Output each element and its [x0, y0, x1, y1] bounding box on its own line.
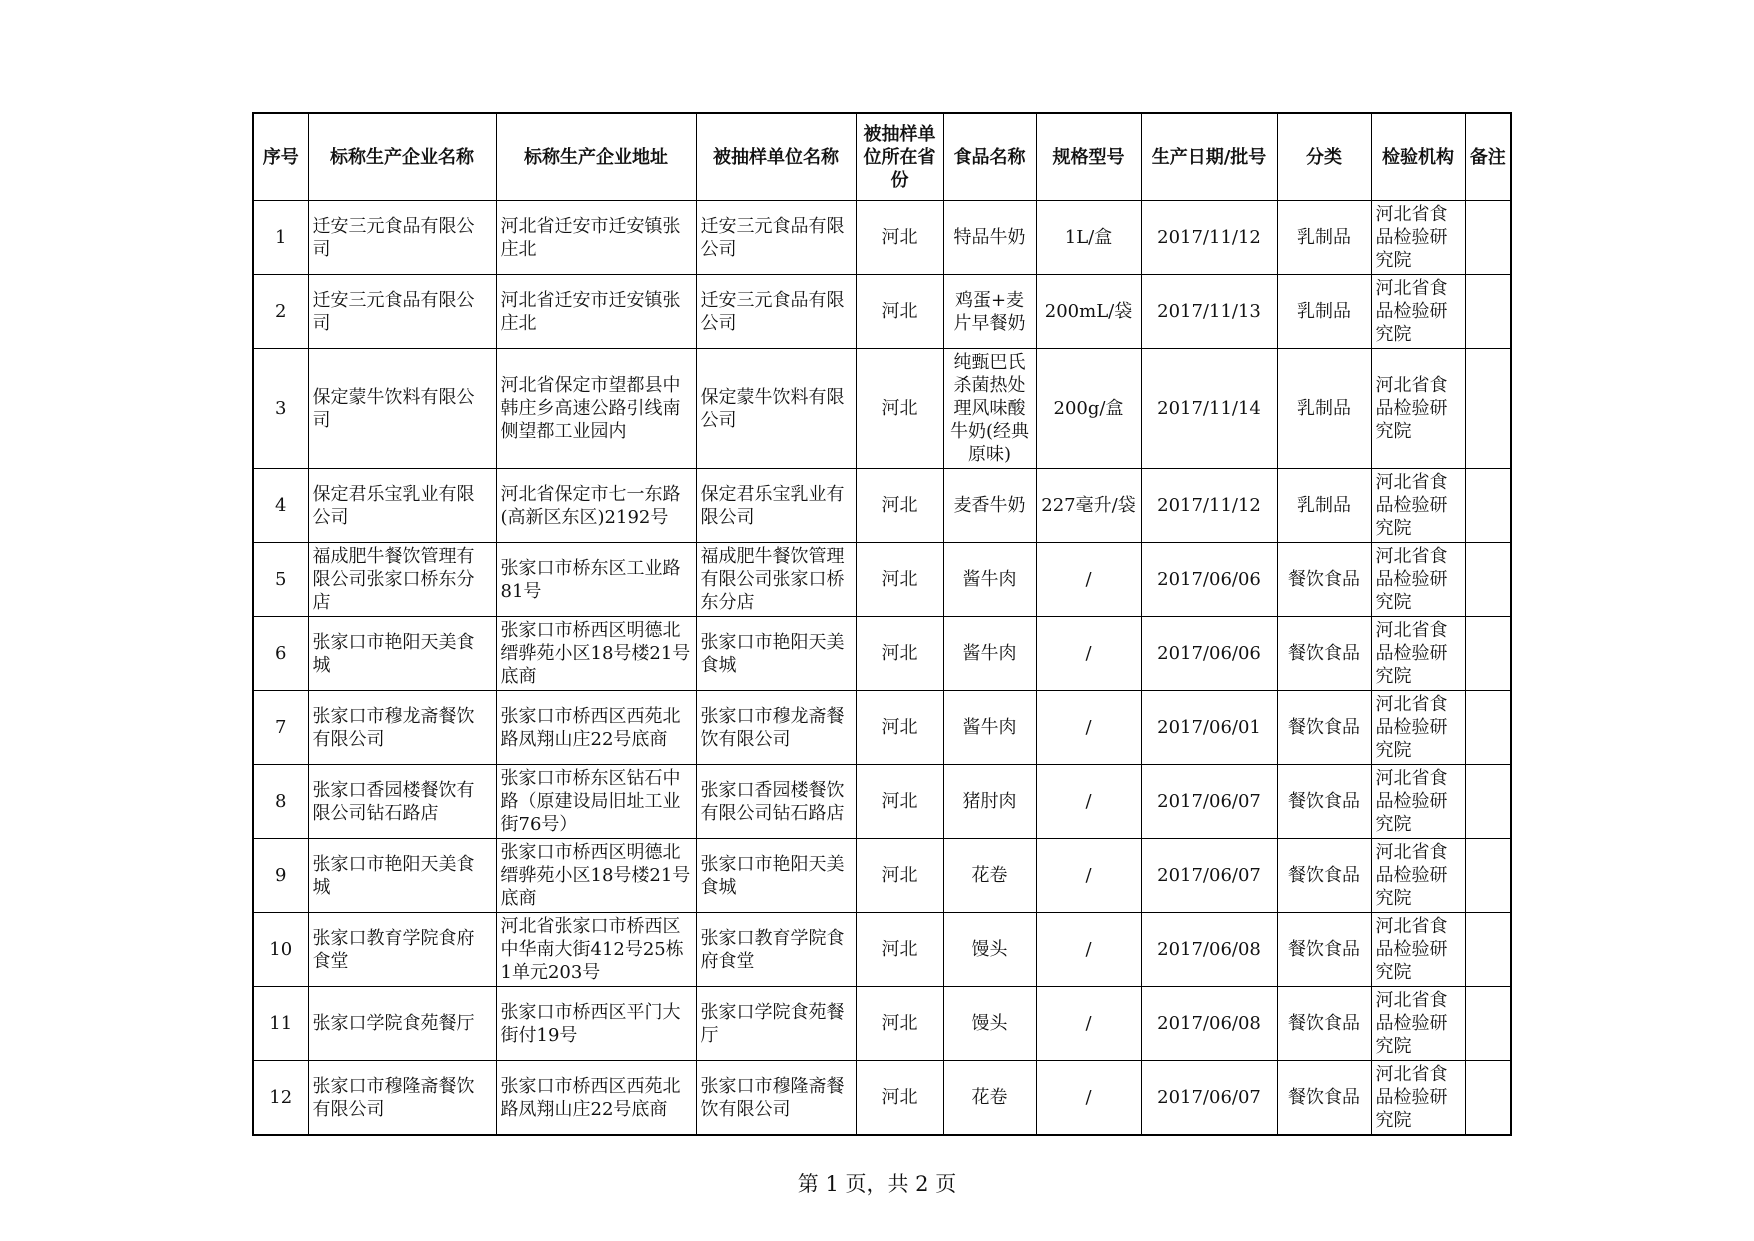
cell-category: 餐饮食品	[1277, 765, 1371, 839]
header-remarks: 备注	[1465, 113, 1511, 201]
cell-sampled-unit-name: 张家口市艳阳天美食城	[696, 617, 856, 691]
cell-food-name: 花卷	[943, 1061, 1036, 1136]
cell-sampled-unit-name: 迁安三元食品有限公司	[696, 275, 856, 349]
cell-index: 11	[253, 987, 308, 1061]
cell-index: 6	[253, 617, 308, 691]
cell-specification: /	[1036, 1061, 1141, 1136]
cell-sampled-unit-name: 张家口市穆龙斋餐饮有限公司	[696, 691, 856, 765]
cell-food-name: 麦香牛奶	[943, 469, 1036, 543]
cell-inspection-agency: 河北省食品检验研究院	[1371, 275, 1465, 349]
cell-category: 乳制品	[1277, 349, 1371, 469]
cell-manufacturer-name: 张家口市艳阳天美食城	[308, 617, 496, 691]
cell-manufacturer-address: 河北省迁安市迁安镇张庄北	[496, 201, 696, 275]
cell-remarks	[1465, 839, 1511, 913]
cell-remarks	[1465, 469, 1511, 543]
cell-food-name: 纯甄巴氏杀菌热处理风味酸牛奶(经典原味)	[943, 349, 1036, 469]
cell-food-name: 花卷	[943, 839, 1036, 913]
cell-sampled-unit-name: 张家口市艳阳天美食城	[696, 839, 856, 913]
cell-inspection-agency: 河北省食品检验研究院	[1371, 1061, 1465, 1136]
cell-sampled-unit-name: 张家口教育学院食府食堂	[696, 913, 856, 987]
cell-inspection-agency: 河北省食品检验研究院	[1371, 987, 1465, 1061]
cell-province: 河北	[856, 913, 943, 987]
cell-province: 河北	[856, 987, 943, 1061]
cell-province: 河北	[856, 1061, 943, 1136]
cell-category: 餐饮食品	[1277, 543, 1371, 617]
cell-category: 餐饮食品	[1277, 691, 1371, 765]
table-row	[253, 275, 1511, 349]
cell-remarks	[1465, 765, 1511, 839]
cell-index: 2	[253, 275, 308, 349]
cell-manufacturer-name: 福成肥牛餐饮管理有限公司张家口桥东分店	[308, 543, 496, 617]
table-row	[253, 201, 1511, 275]
cell-category: 餐饮食品	[1277, 987, 1371, 1061]
cell-manufacturer-address: 张家口市桥西区西苑北路凤翔山庄22号底商	[496, 1061, 696, 1136]
cell-sampled-unit-name: 张家口市穆隆斋餐饮有限公司	[696, 1061, 856, 1136]
header-sampled-unit-province: 被抽样单位所在省份	[856, 113, 943, 201]
page-number-footer: 第 1 页，共 2 页	[797, 1172, 957, 1196]
cell-remarks	[1465, 987, 1511, 1061]
table-row	[253, 617, 1511, 691]
header-category: 分类	[1277, 113, 1371, 201]
cell-sampled-unit-name: 保定蒙牛饮料有限公司	[696, 349, 856, 469]
cell-province: 河北	[856, 469, 943, 543]
cell-production-date: 2017/06/06	[1141, 543, 1277, 617]
cell-remarks	[1465, 617, 1511, 691]
cell-manufacturer-name: 张家口市穆龙斋餐饮有限公司	[308, 691, 496, 765]
cell-remarks	[1465, 543, 1511, 617]
cell-sampled-unit-name: 保定君乐宝乳业有限公司	[696, 469, 856, 543]
cell-specification: /	[1036, 543, 1141, 617]
header-index: 序号	[253, 113, 308, 201]
cell-food-name: 酱牛肉	[943, 543, 1036, 617]
cell-index: 7	[253, 691, 308, 765]
cell-production-date: 2017/11/14	[1141, 349, 1277, 469]
cell-manufacturer-name: 张家口学院食苑餐厅	[308, 987, 496, 1061]
cell-manufacturer-address: 河北省保定市望都县中韩庄乡高速公路引线南侧望都工业园内	[496, 349, 696, 469]
cell-specification: /	[1036, 987, 1141, 1061]
cell-manufacturer-address: 河北省张家口市桥西区中华南大街412号25栋1单元203号	[496, 913, 696, 987]
cell-manufacturer-name: 张家口市穆隆斋餐饮有限公司	[308, 1061, 496, 1136]
cell-category: 乳制品	[1277, 201, 1371, 275]
cell-production-date: 2017/06/01	[1141, 691, 1277, 765]
cell-inspection-agency: 河北省食品检验研究院	[1371, 691, 1465, 765]
cell-production-date: 2017/06/08	[1141, 913, 1277, 987]
cell-remarks	[1465, 349, 1511, 469]
header-inspection-agency: 检验机构	[1371, 113, 1465, 201]
cell-province: 河北	[856, 691, 943, 765]
cell-manufacturer-address: 河北省迁安市迁安镇张庄北	[496, 275, 696, 349]
cell-specification: /	[1036, 913, 1141, 987]
cell-specification: 200mL/袋	[1036, 275, 1141, 349]
table-row	[253, 469, 1511, 543]
cell-manufacturer-address: 河北省保定市七一东路(高新区东区)2192号	[496, 469, 696, 543]
cell-inspection-agency: 河北省食品检验研究院	[1371, 201, 1465, 275]
cell-index: 10	[253, 913, 308, 987]
cell-specification: 227毫升/袋	[1036, 469, 1141, 543]
cell-production-date: 2017/06/08	[1141, 987, 1277, 1061]
cell-province: 河北	[856, 543, 943, 617]
cell-specification: 200g/盒	[1036, 349, 1141, 469]
cell-sampled-unit-name: 张家口学院食苑餐厅	[696, 987, 856, 1061]
table-row	[253, 987, 1511, 1061]
cell-food-name: 猪肘肉	[943, 765, 1036, 839]
cell-food-name: 鸡蛋+麦片早餐奶	[943, 275, 1036, 349]
cell-production-date: 2017/11/12	[1141, 201, 1277, 275]
table-row	[253, 1061, 1511, 1136]
cell-province: 河北	[856, 275, 943, 349]
table-row	[253, 913, 1511, 987]
cell-sampled-unit-name: 张家口香园楼餐饮有限公司钻石路店	[696, 765, 856, 839]
cell-specification: /	[1036, 765, 1141, 839]
cell-province: 河北	[856, 765, 943, 839]
cell-sampled-unit-name: 迁安三元食品有限公司	[696, 201, 856, 275]
cell-food-name: 馒头	[943, 987, 1036, 1061]
cell-province: 河北	[856, 201, 943, 275]
cell-category: 餐饮食品	[1277, 617, 1371, 691]
cell-production-date: 2017/06/07	[1141, 765, 1277, 839]
cell-province: 河北	[856, 617, 943, 691]
sampling-results-table	[252, 112, 1512, 1136]
cell-manufacturer-address: 张家口市桥东区钻石中路（原建设局旧址工业街76号）	[496, 765, 696, 839]
cell-production-date: 2017/06/06	[1141, 617, 1277, 691]
cell-index: 12	[253, 1061, 308, 1136]
cell-inspection-agency: 河北省食品检验研究院	[1371, 543, 1465, 617]
cell-remarks	[1465, 275, 1511, 349]
cell-manufacturer-name: 张家口香园楼餐饮有限公司钻石路店	[308, 765, 496, 839]
cell-manufacturer-address: 张家口市桥西区明德北缙骅苑小区18号楼21号底商	[496, 839, 696, 913]
cell-remarks	[1465, 691, 1511, 765]
cell-specification: /	[1036, 617, 1141, 691]
cell-category: 餐饮食品	[1277, 1061, 1371, 1136]
cell-remarks	[1465, 201, 1511, 275]
cell-sampled-unit-name: 福成肥牛餐饮管理有限公司张家口桥东分店	[696, 543, 856, 617]
cell-remarks	[1465, 1061, 1511, 1136]
cell-index: 4	[253, 469, 308, 543]
cell-food-name: 特品牛奶	[943, 201, 1036, 275]
cell-specification: /	[1036, 839, 1141, 913]
cell-manufacturer-name: 保定蒙牛饮料有限公司	[308, 349, 496, 469]
cell-specification: /	[1036, 691, 1141, 765]
table-row	[253, 691, 1511, 765]
cell-production-date: 2017/11/13	[1141, 275, 1277, 349]
cell-index: 8	[253, 765, 308, 839]
cell-manufacturer-name: 迁安三元食品有限公司	[308, 201, 496, 275]
cell-manufacturer-address: 张家口市桥西区明德北缙骅苑小区18号楼21号底商	[496, 617, 696, 691]
table-row	[253, 349, 1511, 469]
table-header-row	[253, 113, 1511, 201]
header-manufacturer-address: 标称生产企业地址	[496, 113, 696, 201]
sampling-report-sheet	[252, 112, 1510, 1136]
cell-manufacturer-name: 迁安三元食品有限公司	[308, 275, 496, 349]
cell-province: 河北	[856, 839, 943, 913]
cell-production-date: 2017/11/12	[1141, 469, 1277, 543]
cell-production-date: 2017/06/07	[1141, 1061, 1277, 1136]
cell-production-date: 2017/06/07	[1141, 839, 1277, 913]
header-sampled-unit-name: 被抽样单位名称	[696, 113, 856, 201]
cell-manufacturer-name: 张家口教育学院食府食堂	[308, 913, 496, 987]
header-production-date: 生产日期/批号	[1141, 113, 1277, 201]
cell-manufacturer-address: 张家口市桥东区工业路81号	[496, 543, 696, 617]
cell-manufacturer-address: 张家口市桥西区平门大街付19号	[496, 987, 696, 1061]
cell-inspection-agency: 河北省食品检验研究院	[1371, 349, 1465, 469]
cell-index: 3	[253, 349, 308, 469]
cell-food-name: 馒头	[943, 913, 1036, 987]
cell-remarks	[1465, 913, 1511, 987]
cell-food-name: 酱牛肉	[943, 691, 1036, 765]
header-food-name: 食品名称	[943, 113, 1036, 201]
cell-index: 9	[253, 839, 308, 913]
cell-category: 餐饮食品	[1277, 913, 1371, 987]
cell-category: 乳制品	[1277, 469, 1371, 543]
header-specification: 规格型号	[1036, 113, 1141, 201]
cell-category: 乳制品	[1277, 275, 1371, 349]
cell-manufacturer-name: 张家口市艳阳天美食城	[308, 839, 496, 913]
cell-inspection-agency: 河北省食品检验研究院	[1371, 839, 1465, 913]
cell-inspection-agency: 河北省食品检验研究院	[1371, 469, 1465, 543]
table-row	[253, 765, 1511, 839]
cell-inspection-agency: 河北省食品检验研究院	[1371, 617, 1465, 691]
cell-inspection-agency: 河北省食品检验研究院	[1371, 913, 1465, 987]
cell-index: 5	[253, 543, 308, 617]
table-row	[253, 839, 1511, 913]
cell-manufacturer-name: 保定君乐宝乳业有限公司	[308, 469, 496, 543]
cell-manufacturer-address: 张家口市桥西区西苑北路凤翔山庄22号底商	[496, 691, 696, 765]
header-manufacturer-name: 标称生产企业名称	[308, 113, 496, 201]
cell-category: 餐饮食品	[1277, 839, 1371, 913]
cell-index: 1	[253, 201, 308, 275]
table-row	[253, 543, 1511, 617]
cell-province: 河北	[856, 349, 943, 469]
cell-food-name: 酱牛肉	[943, 617, 1036, 691]
cell-inspection-agency: 河北省食品检验研究院	[1371, 765, 1465, 839]
cell-specification: 1L/盒	[1036, 201, 1141, 275]
